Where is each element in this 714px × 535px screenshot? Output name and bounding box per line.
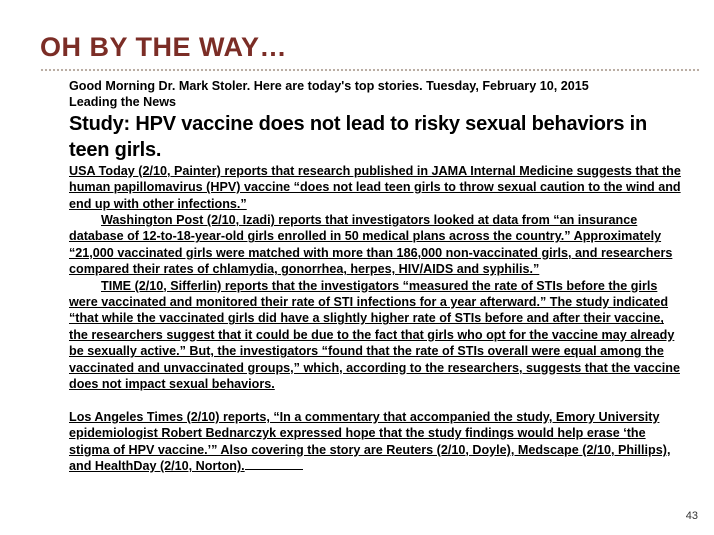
title-dotted-rule: [40, 68, 700, 72]
story-paragraph-usa-today[interactable]: USA Today (2/10, Painter) reports that research published in JAMA Internal Medicine suggests that the human papillomavirus (HPV) vaccine “does not lead teen girls to throw sexual caution to the wind and end up with other infections.”: [69, 163, 681, 211]
headline[interactable]: Study: HPV vaccine does not lead to risky sexual behaviors in teen girls.: [69, 112, 647, 161]
trailing-underline: [245, 459, 303, 470]
news-briefing: [69, 78, 681, 475]
greeting-line: Good Morning Dr. Mark Stoler. Here are today's top stories. Tuesday, February 10, 2015: [69, 79, 589, 93]
story-paragraph-time[interactable]: TIME (2/10, Sifferlin) reports that the investigators “measured the rate of STIs before the girls were vaccinated and monitored their rate of STI infections for a year afterward.” The study indicated “that while the vaccinated girls did have a slightly higher rate of STIs before and after their vaccine, the researchers suggest that it could be due to the fact that girls who opt for the vaccine may already be sexually active.” But, the investigators “found that the rate of STIs overall were equal among the vaccinated and unvaccinated groups,” which, according to the researchers, suggests that the vaccine does not impact sexual behaviors.: [69, 278, 680, 392]
slide-title: OH BY THE WAY…: [40, 32, 288, 62]
story-paragraph-la-times[interactable]: Los Angeles Times (2/10) reports, “In a commentary that accompanied the study, Emory University epidemiologist Robert Bednarczyk expressed hope that the study findings would help erase ‘the stigma of HPV vaccine.’” Also covering the story are Reuters (2/10, Doyle), Medscape (2/10, Phillips), and HealthDay (2/10, Norton).: [69, 409, 671, 474]
story-paragraph-la-times-wrapper: [69, 409, 681, 475]
paragraph-spacer: [69, 393, 681, 409]
story-paragraph-washington-post[interactable]: Washington Post (2/10, Izadi) reports that investigators looked at data from “an insurance database of 12-to-18-year-old girls enrolled in 50 medical plans across the country.” Approximately “21,000 vaccinated girls were matched with more than 186,000 non-vaccinated girls, and researchers compared their rates of chlamydia, gonorrhea, herpes, HIV/AIDS and syphilis.”: [69, 213, 673, 277]
page-number: 43: [685, 510, 698, 522]
section-label: Leading the News: [69, 95, 177, 110]
